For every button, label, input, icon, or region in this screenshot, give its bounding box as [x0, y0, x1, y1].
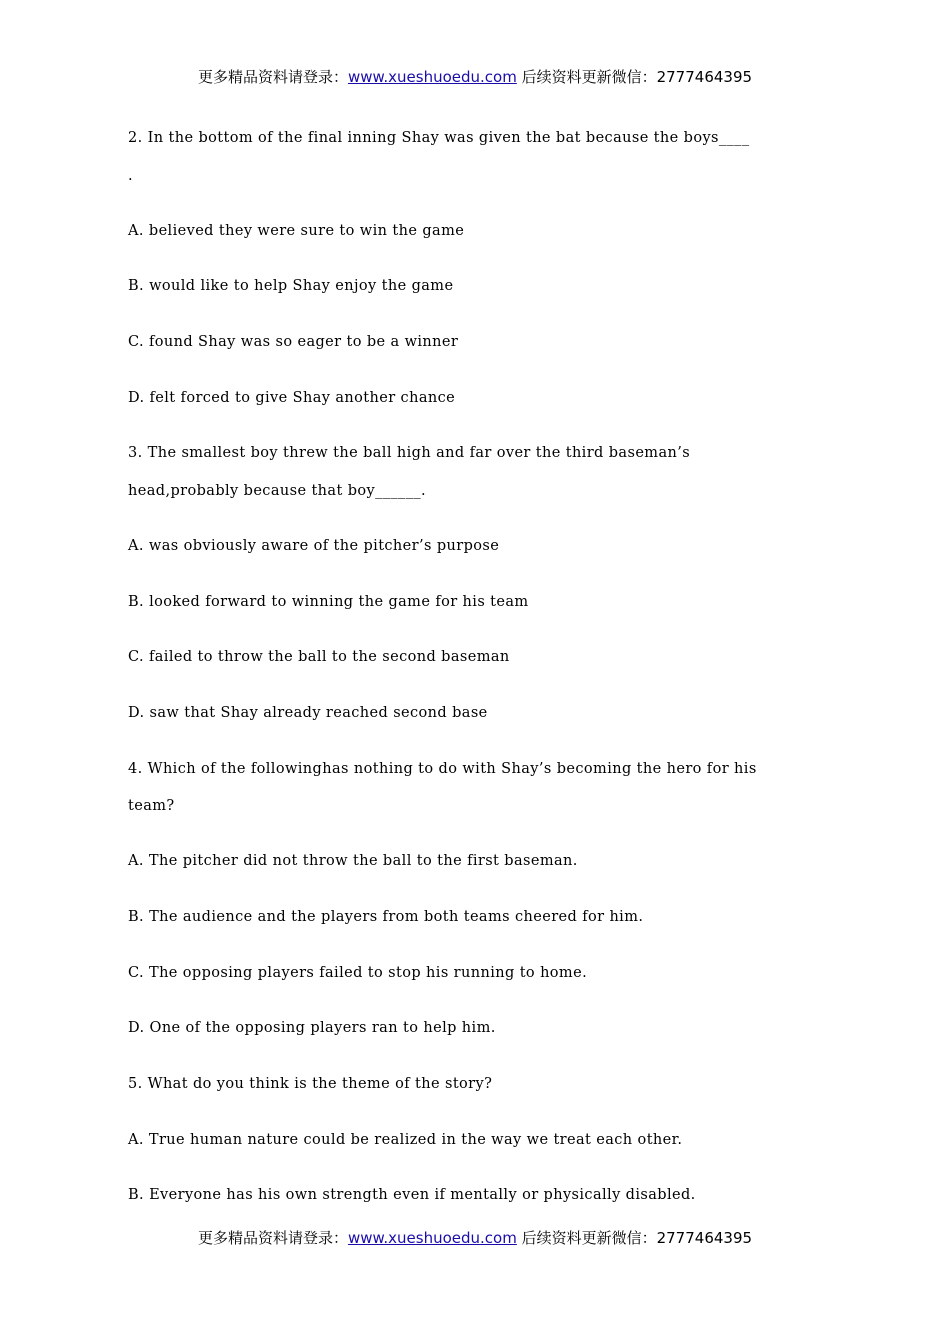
question-5-option-b: B. Everyone has his own strength even if mentally or physically disabled.: [128, 1187, 696, 1203]
footer-link[interactable]: www.xueshuoedu.com: [347, 1229, 517, 1247]
question-3-option-a: A. was obviously aware of the pitcher’s purpose: [128, 538, 500, 554]
question-2-option-d: D. felt forced to give Shay another chance: [128, 390, 456, 406]
question-2-stem-line1: 2. In the bottom of the final inning Shay was given the bat because the boys____: [128, 130, 750, 146]
question-4-option-a: A. The pitcher did not throw the ball to the first baseman.: [128, 853, 578, 869]
question-4-stem-line1: 4. Which of the followinghas nothing to do with Shay’s becoming the hero for his: [128, 761, 757, 777]
header-link[interactable]: www.xueshuoedu.com: [347, 68, 517, 86]
question-2-stem-line2: .: [128, 168, 134, 184]
footer-prefix: 更多精品资料请登录：: [197, 1229, 348, 1247]
footer-banner: [0, 1228, 950, 1248]
header-suffix: 后续资料更新微信：2777464395: [516, 68, 753, 86]
question-2-option-c: C. found Shay was so eager to be a winner: [128, 334, 459, 350]
header-banner: [0, 67, 950, 87]
question-3-option-c: C. failed to throw the ball to the second baseman: [128, 649, 510, 665]
question-3-option-b: B. looked forward to winning the game for his team: [128, 594, 529, 610]
question-2-option-b: B. would like to help Shay enjoy the game: [128, 278, 454, 294]
question-5-option-a: A. True human nature could be realized in the way we treat each other.: [128, 1132, 683, 1148]
question-4-option-d: D. One of the opposing players ran to help him.: [128, 1020, 496, 1036]
question-4-stem-line2: team?: [128, 798, 175, 814]
question-4-option-b: B. The audience and the players from both teams cheered for him.: [128, 909, 644, 925]
question-3-stem-line1: 3. The smallest boy threw the ball high and far over the third baseman’s: [128, 445, 691, 461]
question-3-option-d: D. saw that Shay already reached second base: [128, 705, 488, 721]
question-4-option-c: C. The opposing players failed to stop his running to home.: [128, 965, 588, 981]
footer-suffix: 后续资料更新微信：2777464395: [516, 1229, 753, 1247]
question-2-option-a: A. believed they were sure to win the game: [128, 223, 465, 239]
question-3-stem-line2: head,probably because that boy______.: [128, 483, 427, 499]
header-prefix: 更多精品资料请登录：: [197, 68, 348, 86]
question-5-stem: 5. What do you think is the theme of the story?: [128, 1076, 493, 1092]
